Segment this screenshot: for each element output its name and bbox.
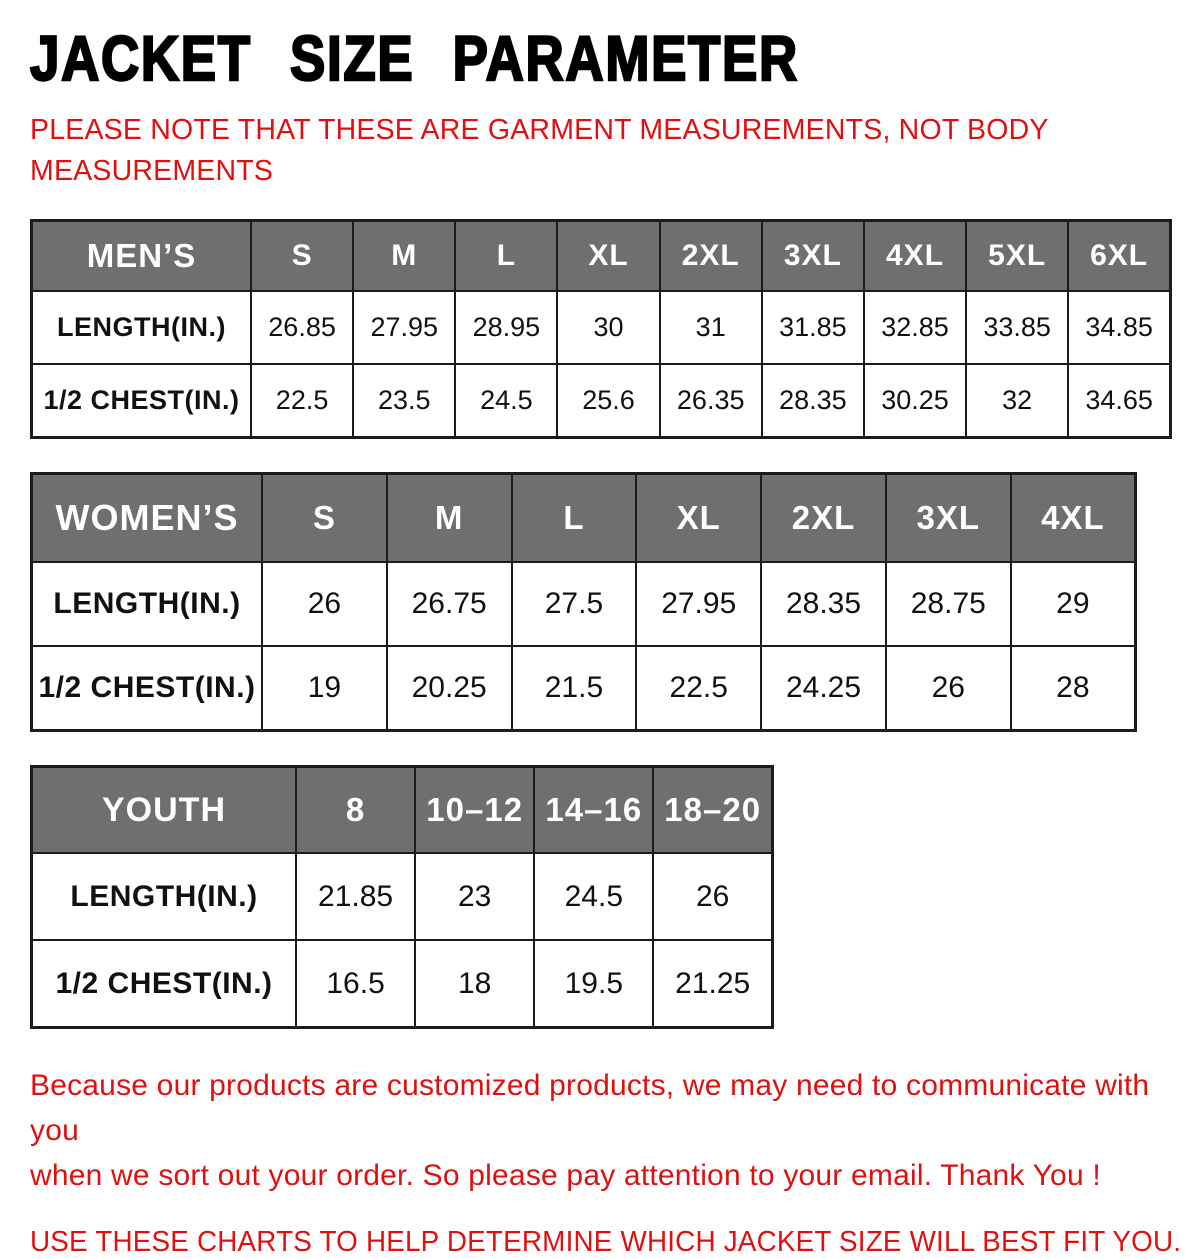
row-label-cell: LENGTH(IN.) (32, 291, 252, 364)
table-header-row (32, 474, 1136, 563)
text-line: MEASUREMENTS (30, 154, 274, 187)
table-row (32, 940, 773, 1028)
size-value-cell: 33.85 (966, 291, 1068, 364)
size-value-cell: 30 (557, 291, 659, 364)
size-value-cell: 26.85 (251, 291, 353, 364)
size-column-header: 4XL (1011, 474, 1136, 563)
size-value-cell: 34.85 (1068, 291, 1170, 364)
size-column-header: 8 (296, 767, 415, 854)
size-value-cell: 32 (966, 364, 1068, 438)
size-value-cell: 31.85 (762, 291, 864, 364)
size-value-cell: 31 (660, 291, 762, 364)
table-title-cell: MEN’S (32, 221, 252, 292)
table-row (32, 853, 773, 940)
size-column-header: S (262, 474, 387, 563)
row-label-cell: 1/2 CHEST(IN.) (32, 364, 252, 438)
size-value-cell: 20.25 (387, 646, 512, 731)
size-value-cell: 26 (886, 646, 1011, 731)
youth-size-table (30, 765, 774, 1029)
row-label-cell: LENGTH(IN.) (32, 853, 297, 940)
size-column-header: 2XL (761, 474, 886, 563)
size-value-cell: 26 (262, 562, 387, 646)
usage-instruction: USE THESE CHARTS TO HELP DETERMINE WHICH JACKET SIZE WILL BEST FIT YOU. (30, 1226, 1182, 1259)
size-value-cell: 19.5 (534, 940, 653, 1028)
page-title: JACKET SIZE PARAMETER (30, 24, 799, 94)
size-column-header: 3XL (886, 474, 1011, 563)
size-value-cell: 24.5 (534, 853, 653, 940)
size-value-cell: 22.5 (251, 364, 353, 438)
size-column-header: 3XL (762, 221, 864, 292)
size-value-cell: 19 (262, 646, 387, 731)
size-value-cell: 28.95 (455, 291, 557, 364)
size-value-cell: 18 (415, 940, 534, 1028)
size-value-cell: 28.35 (761, 562, 886, 646)
size-value-cell: 26 (653, 853, 772, 940)
size-value-cell: 21.85 (296, 853, 415, 940)
table-row (32, 562, 1136, 646)
size-value-cell: 29 (1011, 562, 1136, 646)
size-column-header: XL (557, 221, 659, 292)
table-header-row (32, 767, 773, 854)
table-row (32, 646, 1136, 731)
size-column-header: M (387, 474, 512, 563)
size-column-header: 5XL (966, 221, 1068, 292)
size-column-header: M (353, 221, 455, 292)
womens-size-table (30, 472, 1137, 732)
text-line: when we sort out your order. So please pay attention to your email. Thank You ! (30, 1159, 1101, 1193)
size-value-cell: 32.85 (864, 291, 966, 364)
size-value-cell: 28 (1011, 646, 1136, 731)
text-line: PLEASE NOTE THAT THESE ARE GARMENT MEASUREMENTS, NOT BODY (30, 114, 1049, 147)
customization-notice (30, 1063, 1172, 1198)
size-value-cell: 26.35 (660, 364, 762, 438)
size-value-cell: 28.75 (886, 562, 1011, 646)
size-value-cell: 24.25 (761, 646, 886, 731)
garment-measurement-note (30, 110, 1172, 191)
size-column-header: 4XL (864, 221, 966, 292)
size-column-header: 2XL (660, 221, 762, 292)
size-value-cell: 27.95 (636, 562, 761, 646)
row-label-cell: 1/2 CHEST(IN.) (32, 940, 297, 1028)
table-row (32, 291, 1171, 364)
size-value-cell: 22.5 (636, 646, 761, 731)
table-header-row (32, 221, 1171, 292)
size-value-cell: 30.25 (864, 364, 966, 438)
row-label-cell: LENGTH(IN.) (32, 562, 263, 646)
size-value-cell: 21.25 (653, 940, 772, 1028)
size-column-header: L (512, 474, 637, 563)
mens-size-table (30, 219, 1172, 439)
text-line: Because our products are customized products, we may need to communicate with you (30, 1069, 1150, 1148)
size-value-cell: 28.35 (762, 364, 864, 438)
size-value-cell: 16.5 (296, 940, 415, 1028)
row-label-cell: 1/2 CHEST(IN.) (32, 646, 263, 731)
table-title-cell: WOMEN’S (32, 474, 263, 563)
size-column-header: 10–12 (415, 767, 534, 854)
size-value-cell: 27.5 (512, 562, 637, 646)
size-value-cell: 25.6 (557, 364, 659, 438)
size-value-cell: 34.65 (1068, 364, 1170, 438)
size-column-header: S (251, 221, 353, 292)
table-title-cell: YOUTH (32, 767, 297, 854)
size-column-header: 14–16 (534, 767, 653, 854)
size-column-header: L (455, 221, 557, 292)
size-column-header: 18–20 (653, 767, 772, 854)
size-value-cell: 27.95 (353, 291, 455, 364)
size-value-cell: 23 (415, 853, 534, 940)
table-row (32, 364, 1171, 438)
size-value-cell: 26.75 (387, 562, 512, 646)
size-value-cell: 23.5 (353, 364, 455, 438)
size-column-header: 6XL (1068, 221, 1170, 292)
size-value-cell: 24.5 (455, 364, 557, 438)
size-column-header: XL (636, 474, 761, 563)
size-value-cell: 21.5 (512, 646, 637, 731)
